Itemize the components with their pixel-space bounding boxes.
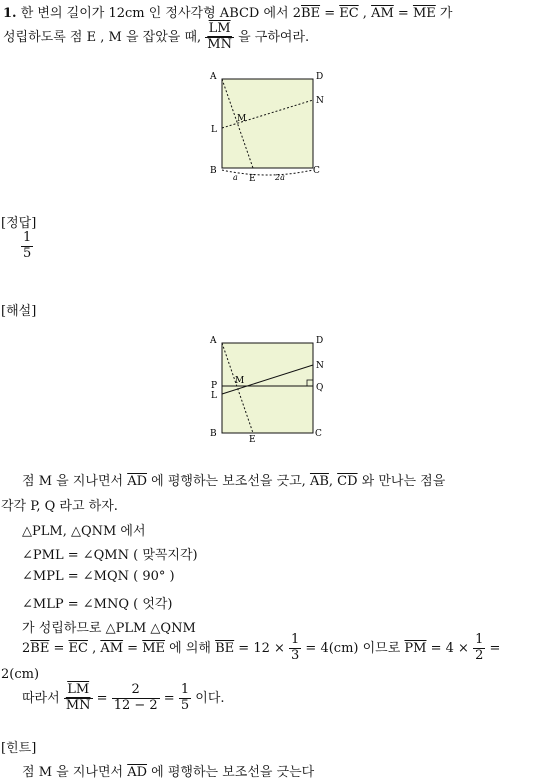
square-abcd xyxy=(222,79,313,168)
text: 에 평행하는 보조선을 긋는다 xyxy=(147,765,315,780)
segment-am: $\overline{AM}$ xyxy=(371,6,394,21)
segment-ec: $\overline{EC}$ xyxy=(339,6,359,21)
frac-den: 3 xyxy=(291,647,300,663)
label-l: L xyxy=(211,125,217,135)
frac-num: 1 xyxy=(291,632,300,647)
text: = xyxy=(49,640,69,656)
text: 이다. xyxy=(191,690,225,706)
frac-num: 1 xyxy=(180,682,190,697)
label-m: M xyxy=(235,376,245,386)
frac-den: 12 − 2 xyxy=(113,697,158,713)
segment-be: $\overline{BE}$ xyxy=(301,6,321,21)
label-c: C xyxy=(315,429,322,439)
problem-line-2 xyxy=(3,22,309,53)
answer-fraction xyxy=(21,231,33,262)
answer-tag: [정답] xyxy=(1,216,37,231)
problem-text: 한 변의 길이가 12cm 인 정사각형 ABCD 에서 2 xyxy=(20,6,302,21)
separator: , xyxy=(358,6,372,21)
equals: = xyxy=(393,6,413,21)
label-e: E xyxy=(249,435,256,444)
text: 점 M 을 지나면서 xyxy=(22,765,128,780)
text: 따라서 xyxy=(22,690,60,706)
solution-line-3: △PLM, △QNM 에서 xyxy=(22,524,146,539)
solution-line-5: ∠MPL = ∠MQN ( 90° ) xyxy=(22,569,175,584)
fraction-2-10 xyxy=(112,683,160,714)
solution-line-1 xyxy=(22,470,445,489)
text: = xyxy=(485,640,501,656)
solution-line-7: 가 성립하므로 △PLM △QNM xyxy=(22,621,196,636)
frac-den: 2 xyxy=(475,647,484,663)
fraction-1-3 xyxy=(289,633,301,664)
frac-num: $\overline{LM}$ xyxy=(205,22,234,38)
text: 2 xyxy=(22,640,31,656)
segment-be: $\overline{BE}$ xyxy=(30,640,50,656)
solution-line-8 xyxy=(22,633,500,664)
equals: = xyxy=(320,6,340,21)
segment-me: $\overline{ME}$ xyxy=(142,640,166,656)
solution-line-10 xyxy=(22,683,225,714)
text: = xyxy=(92,690,112,706)
problem-line-1 xyxy=(3,2,452,21)
problem-text: 성립하도록 점 E , M 을 잡았을 때, xyxy=(3,29,202,45)
frac-num: $\overline{LM}$ xyxy=(64,683,93,699)
problem-text-end: 을 구하여라. xyxy=(238,29,310,45)
solution-line-9: 2(cm) xyxy=(1,667,40,682)
ratio-fraction xyxy=(64,683,93,714)
label-d: D xyxy=(316,72,324,82)
ratio-fraction xyxy=(205,22,234,53)
figure-2 xyxy=(205,332,330,444)
text: = 4(cm) 이므로 xyxy=(301,640,405,656)
segment-ec: $\overline{EC}$ xyxy=(68,640,88,656)
hint-tag: [힌트] xyxy=(1,741,37,756)
segment-pm: $\overline{PM}$ xyxy=(404,640,427,656)
segment-ad: $\overline{AD}$ xyxy=(127,765,148,780)
text: 에 의해 xyxy=(165,640,216,656)
answer-num: 1 xyxy=(23,230,32,245)
text: = xyxy=(159,690,179,706)
text: = 12 × xyxy=(234,640,290,656)
frac-num: 1 xyxy=(475,632,484,647)
text: 에 평행하는 보조선을 긋고, xyxy=(147,474,310,489)
answer-den: 5 xyxy=(23,245,32,261)
label-c: C xyxy=(313,166,320,176)
label-p: P xyxy=(211,381,218,391)
label-n: N xyxy=(316,96,324,106)
label-d: D xyxy=(316,336,324,346)
text: = xyxy=(123,640,143,656)
segment-ad: $\overline{AD}$ xyxy=(127,474,148,489)
hint-text xyxy=(22,761,314,780)
fraction-1-5 xyxy=(179,683,191,714)
text: 와 만나는 점을 xyxy=(357,474,446,489)
label-a: A xyxy=(210,72,217,82)
text: 점 M 을 지나면서 xyxy=(22,474,128,489)
label-q: Q xyxy=(316,383,324,393)
text: , xyxy=(328,474,338,489)
label-b: B xyxy=(210,166,217,176)
label-a: A xyxy=(210,336,217,346)
text: , xyxy=(87,640,101,656)
label-e: E xyxy=(249,174,256,184)
label-n: N xyxy=(316,361,324,371)
solution-line-6: ∠MLP = ∠MNQ ( 엇각) xyxy=(22,597,173,612)
frac-den: MN xyxy=(207,36,232,52)
solution-line-4: ∠PML = ∠QMN ( 맞꼭지각) xyxy=(22,548,198,563)
label-l: L xyxy=(211,391,217,401)
solution-line-2: 각각 P, Q 라고 하자. xyxy=(1,499,118,514)
segment-be: $\overline{BE}$ xyxy=(215,640,235,656)
figure-1 xyxy=(205,70,330,185)
solution-tag: [해설] xyxy=(1,304,37,319)
square-abcd-2 xyxy=(222,343,313,433)
label-b: B xyxy=(210,429,217,439)
label-seg-2a: 2a xyxy=(275,173,285,182)
segment-ab: $\overline{AB}$ xyxy=(309,474,329,489)
segment-cd: $\overline{CD}$ xyxy=(337,474,358,489)
frac-den: MN xyxy=(65,697,91,713)
segment-me: $\overline{ME}$ xyxy=(412,6,436,21)
label-m: M xyxy=(237,114,247,124)
frac-den: 5 xyxy=(180,697,190,713)
text: = 4 × xyxy=(426,640,474,656)
fraction-1-2 xyxy=(473,633,485,664)
label-seg-a: a xyxy=(233,173,238,182)
segment-am: $\overline{AM}$ xyxy=(100,640,124,656)
problem-text-end: 가 xyxy=(435,6,453,21)
problem-number: 1. xyxy=(3,6,17,21)
frac-num: 2 xyxy=(112,683,160,699)
